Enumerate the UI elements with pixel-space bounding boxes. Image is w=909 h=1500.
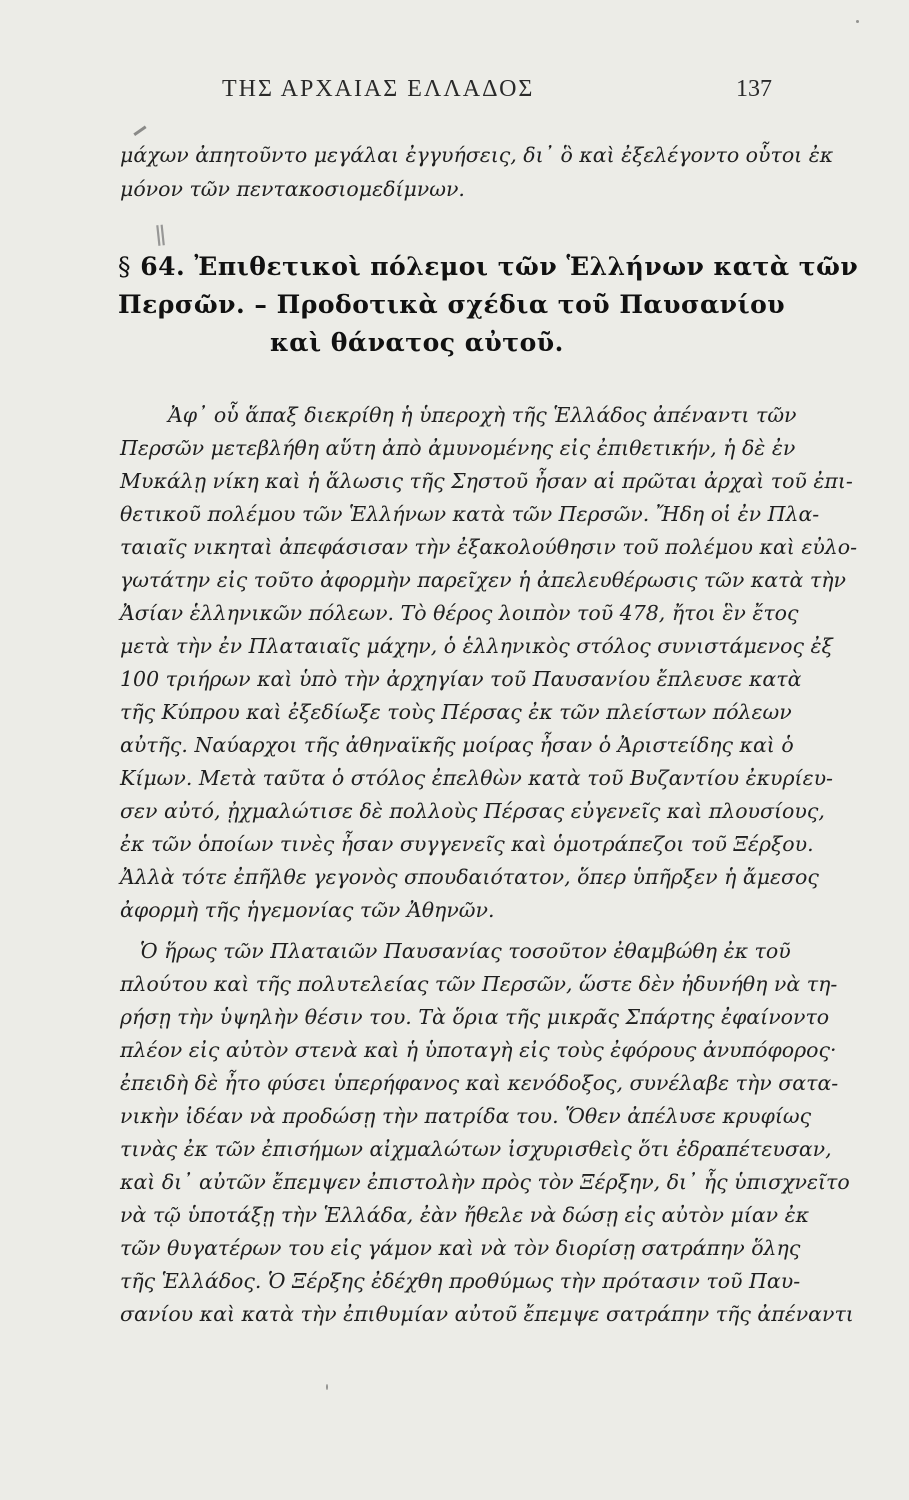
- section-heading-line-3: καὶ θάνατος αὐτοῦ.: [270, 328, 564, 357]
- section-mark: §: [118, 252, 131, 281]
- text-line: ἀφορμὴ τῆς ἡγεμονίας τῶν Ἀθηνῶν.: [120, 898, 495, 922]
- text-line: μάχων ἀπητοῦντο μεγάλαι ἐγγυήσεις, δι᾽ ὃ καὶ ἐξελέγοντο οὗτοι ἐκ: [120, 143, 834, 167]
- text-line: πλούτου καὶ τῆς πολυτελείας τῶν Περσῶν, ὥστε δὲν ἠδυνήθη νὰ τη-: [120, 972, 838, 996]
- pencil-margin-note: ǁ: [153, 221, 168, 248]
- text-line: Ἀφ᾽ οὗ ἅπαξ διεκρίθη ἡ ὑπεροχὴ τῆς Ἑλλάδος ἀπέναντι τῶν: [168, 403, 797, 427]
- page-number: 137: [736, 76, 772, 102]
- text-line: αὐτῆς. Ναύαρχοι τῆς ἀθηναϊκῆς μοίρας ἦσαν ὁ Ἀριστείδης καὶ ὁ: [120, 733, 794, 757]
- text-line: γωτάτην εἰς τοῦτο ἀφορμὴν παρεῖχεν ἡ ἀπελευθέρωσις τῶν κατὰ τὴν: [120, 568, 846, 592]
- text-line: τινὰς ἐκ τῶν ἐπισήμων αἰχμαλώτων ἰσχυρισθεὶς ὅτι ἐδραπέτευσαν,: [120, 1137, 832, 1161]
- text-line: σανίου καὶ κατὰ τὴν ἐπιθυμίαν αὐτοῦ ἔπεμψε σατράπην τῆς ἀπέναντι: [120, 1302, 854, 1326]
- text-line: Ὁ ἥρως τῶν Πλαταιῶν Παυσανίας τοσοῦτον ἐθαμβώθη ἐκ τοῦ: [140, 939, 791, 963]
- section-heading-text: 64. Ἐπιθετικοὶ πόλεμοι τῶν Ἑλλήνων κατὰ τῶν: [140, 252, 859, 281]
- section-heading-line-1: [118, 252, 858, 281]
- text-line: θετικοῦ πολέμου τῶν Ἑλλήνων κατὰ τῶν Περσῶν. Ἤδη οἱ ἐν Πλα-: [120, 502, 820, 526]
- paper-speck: [856, 20, 859, 23]
- text-line: 100 τριήρων καὶ ὑπὸ τὴν ἀρχηγίαν τοῦ Παυσανίου ἔπλευσε κατὰ: [120, 667, 802, 691]
- text-line: καὶ δι᾽ αὐτῶν ἔπεμψεν ἐπιστολὴν πρὸς τὸν Ξέρξην, δι᾽ ἧς ὑπισχνεῖτο: [120, 1170, 850, 1194]
- text-line: μόνον τῶν πεντακοσιομεδίμνων.: [120, 177, 465, 201]
- text-line: Περσῶν μετεβλήθη αὕτη ἀπὸ ἀμυνομένης εἰς ἐπιθετικήν, ἡ δὲ ἐν: [120, 436, 796, 460]
- text-line: Ἀλλὰ τότε ἐπῆλθε γεγονὸς σπουδαιότατον, ὅπερ ὑπῆρξεν ἡ ἄμεσος: [120, 865, 819, 889]
- running-title: ΤΗΣ ΑΡΧΑΙΑΣ ΕΛΛΑΔΟΣ: [222, 76, 535, 102]
- text-line: νὰ τῷ ὑποτάξῃ τὴν Ἑλλάδα, ἐὰν ἤθελε νὰ δώσῃ εἰς αὐτὸν μίαν ἐκ: [120, 1203, 810, 1227]
- text-line: μετὰ τὴν ἐν Πλαταιαῖς μάχην, ὁ ἑλληνικὸς στόλος συνιστάμενος ἐξ: [120, 634, 833, 658]
- text-line: Μυκάλῃ νίκη καὶ ἡ ἅλωσις τῆς Σηστοῦ ἦσαν αἱ πρῶται ἀρχαὶ τοῦ ἐπι-: [120, 469, 853, 493]
- section-heading-line-2: Περσῶν. – Προδοτικὰ σχέδια τοῦ Παυσανίου: [118, 290, 786, 319]
- text-line: ρήσῃ τὴν ὑψηλὴν θέσιν του. Τὰ ὅρια τῆς μικρᾶς Σπάρτης ἐφαίνοντο: [120, 1005, 830, 1029]
- text-line: τῆς Ἑλλάδος. Ὁ Ξέρξης ἐδέχθη προθύμως τὴν πρότασιν τοῦ Παυ-: [120, 1269, 801, 1293]
- text-line: σεν αὐτό, ᾐχμαλώτισε δὲ πολλοὺς Πέρσας εὐγενεῖς καὶ πλουσίους,: [120, 799, 825, 823]
- text-line: ἐκ τῶν ὁποίων τινὲς ἦσαν συγγενεῖς καὶ ὁμοτράπεζοι τοῦ Ξέρξου.: [120, 832, 814, 856]
- text-line: ταιαῖς νικηταὶ ἀπεφάσισαν τὴν ἐξακολούθησιν τοῦ πολέμου καὶ εὐλο-: [120, 535, 858, 559]
- text-line: Κίμων. Μετὰ ταῦτα ὁ στόλος ἐπελθὼν κατὰ τοῦ Βυζαντίου ἐκυρίευ-: [120, 766, 833, 790]
- text-line: τῶν θυγατέρων του εἰς γάμον καὶ νὰ τὸν διορίσῃ σατράπην ὅλης: [120, 1236, 801, 1260]
- running-head: [100, 76, 772, 110]
- paper-speck: [326, 1384, 328, 1390]
- text-line: Ἀσίαν ἑλληνικῶν πόλεων. Τὸ θέρος λοιπὸν τοῦ 478, ἤτοι ἓν ἔτος: [120, 601, 799, 625]
- text-line: τῆς Κύπρου καὶ ἐξεδίωξε τοὺς Πέρσας ἐκ τῶν πλείστων πόλεων: [120, 700, 792, 724]
- text-line: πλέον εἰς αὐτὸν στενὰ καὶ ἡ ὑποταγὴ εἰς τοὺς ἐφόρους ἀνυπόφορος·: [120, 1038, 837, 1062]
- text-line: νικὴν ἰδέαν νὰ προδώσῃ τὴν πατρίδα του. Ὅθεν ἀπέλυσε κρυφίως: [120, 1104, 812, 1128]
- text-line: ἐπειδὴ δὲ ἦτο φύσει ὑπερήφανος καὶ κενόδοξος, συνέλαβε τὴν σατα-: [120, 1071, 839, 1095]
